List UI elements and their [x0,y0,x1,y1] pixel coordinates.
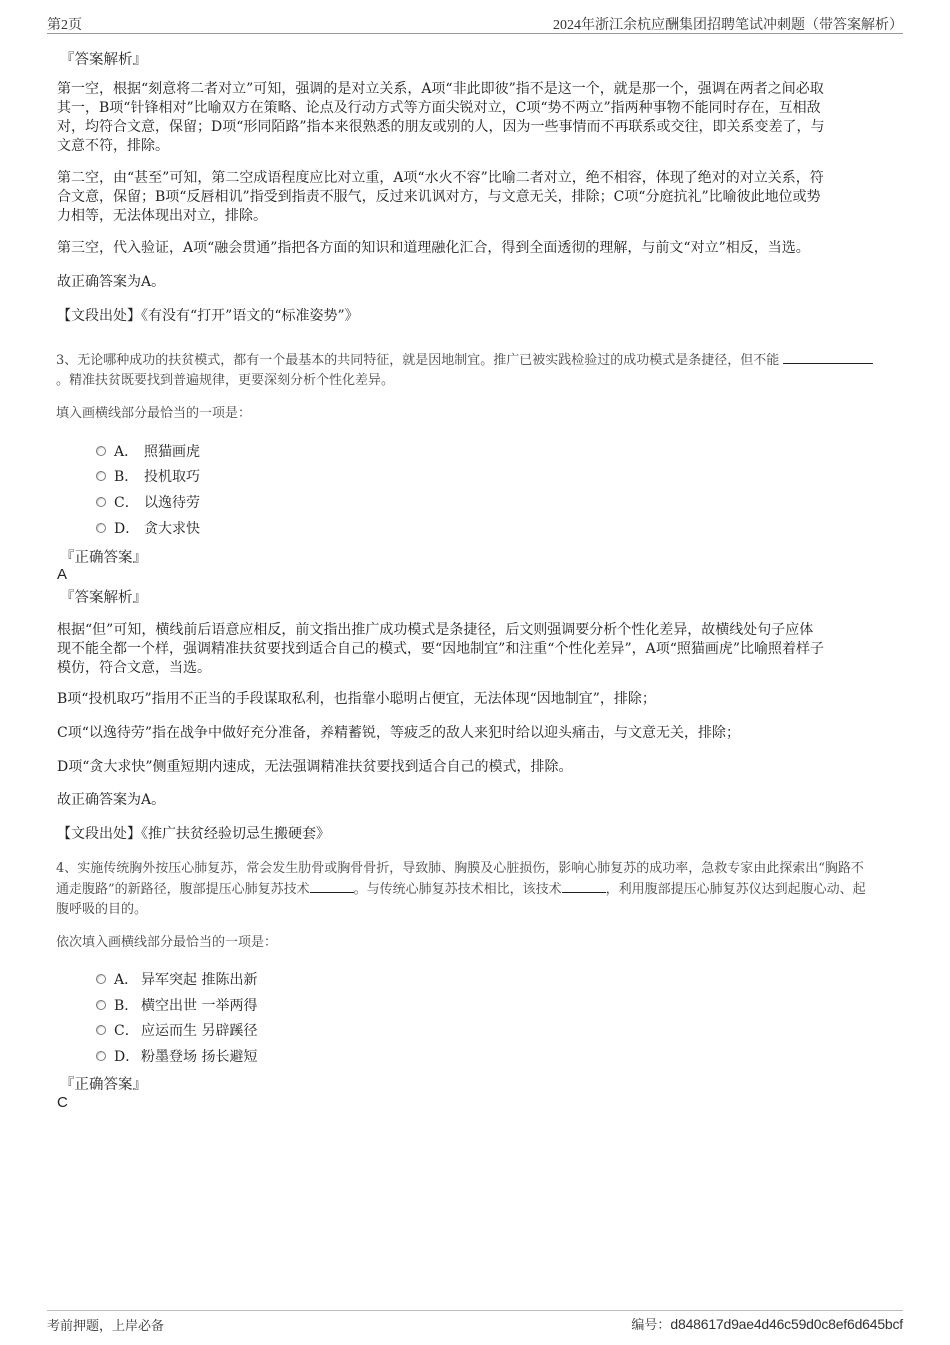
radio-icon[interactable] [96,446,106,456]
q3-prompt: 填入画横线部分最恰当的一项是： [56,406,252,421]
q3-analysis-c: C项“以逸待劳”指在战争中做好充分准备，养精蓄锐，等疲乏的敌人来犯时给以迎头痛击，与文意无关，排除； [57,725,741,741]
s1-conclusion: 故正确答案为A。 [57,274,166,290]
q4-stem-line1: 4、实施传统胸外按压心肺复苏，常会发生肋骨或胸骨骨折，导致肺、胸膜及心脏损伤，影响心肺复苏的成功率，急救专家由此探索出“胸路不 [56,861,864,876]
s1-p2-line3: 力相等，无法体现出对立，排除。 [57,208,267,224]
q3-stem-line1: 3、无论哪种成功的扶贫模式，都有一个最基本的共同特征，就是因地制宜。推广已被实践检验过的成功模式是条捷径，但不能 [56,351,873,370]
q3-analysis-d: D项“贪大求快”侧重短期内速成，无法强调精准扶贫要找到适合自己的模式，排除。 [57,759,573,775]
s1-source: 【文段出处】《有没有“打开”语文的“标准姿势”》 [57,308,359,324]
s1-p3: 第三空，代入验证，A项“融会贯通”指把各方面的知识和道理融化汇合，得到全面透彻的理解，与前文“对立”相反，当选。 [57,240,810,256]
s1-p2-line1: 第二空，由“甚至”可知，第二空成语程度应比对立重，A项“水火不容”比喻二者对立，绝不相容，体现了绝对的对立关系，符 [57,170,824,186]
s1-p1-line2: 其一，B项“针锋相对”比喻双方在策略、论点及行动方式等方面尖锐对立，C项“势不两立”指两种事物不能同时存在，互相敌 [57,100,821,116]
q3-analysis-line1: 根据“但”可知，横线前后语意应相反，前文指出推广成功模式是条捷径，后文则强调要分析个性化差异，故横线处句子应体 [57,622,814,638]
s1-p1-line4: 文意不符，排除。 [57,138,169,154]
q3-conclusion: 故正确答案为A。 [57,792,166,808]
answer-label: 『正确答案』 [60,1077,147,1093]
q4-blank-1 [310,882,354,893]
q4-stem-line3: 腹呼吸的目的。 [56,902,148,917]
radio-icon[interactable] [96,1051,106,1061]
radio-icon[interactable] [96,523,106,533]
answer-label: 『正确答案』 [60,550,147,566]
radio-icon[interactable] [96,1025,106,1035]
radio-icon[interactable] [96,471,106,481]
document-title: 2024年浙江余杭应酬集团招聘笔试冲刺题（带答案解析） [553,18,903,33]
footer-slogan: 考前押题，上岸必备 [47,1318,165,1333]
radio-icon[interactable] [96,974,106,984]
radio-icon[interactable] [96,497,106,507]
q3-analysis-line3: 模仿，符合文意，当选。 [57,660,211,676]
document-code: 编号：d848617d9ae4d46c59d0c8ef6d645bcf [631,1316,903,1332]
q4-blank-2 [562,882,606,893]
radio-icon[interactable] [96,1000,106,1010]
page-footer [47,1310,903,1335]
q3-answer: A [57,566,68,583]
q4-answer: C [57,1094,68,1111]
analysis-label: 『答案解析』 [60,52,147,68]
q4-stem-line2: 通走腹路”的新路径，腹部提压心肺复苏技术 。与传统心肺复苏技术相比，该技术 ，利用腹部提压心肺复苏仪达到起腹心动、起 [56,882,866,897]
s1-p2-line2: 合文意，保留；B项“反唇相讥”指受到指责不服气，反过来讥讽对方，与文意无关，排除；C项“分庭抗礼”比喻彼此地位或势 [57,189,821,205]
q3-stem-line2: 。精准扶贫既要找到普遍规律，更要深刻分析个性化差异。 [56,373,395,388]
q3-blank [783,353,873,364]
s1-p1-line3: 对，均符合文意，保留；D项“形同陌路”指本来很熟悉的朋友或别的人，因为一些事情而不再联系或交往，即关系变差了，与 [57,119,825,135]
q4-prompt: 依次填入画横线部分最恰当的一项是： [56,935,278,950]
page-header [47,13,903,34]
analysis-label: 『答案解析』 [60,590,147,606]
s1-p1-line1: 第一空，根据“刻意将二者对立”可知，强调的是对立关系，A项“非此即彼”指不是这一个，就是那一个，强调在两者之间必取 [57,81,824,97]
q3-source: 【文段出处】《推广扶贫经验切忌生搬硬套》 [57,826,330,842]
q3-analysis-line2: 现不能全都一个样，强调精准扶贫要找到适合自己的模式，要“因地制宜”和注重“个性化差异”，A项“照猫画虎”比喻照着样子 [57,641,825,657]
page-number: 第2页 [47,18,82,33]
q3-analysis-b: B项“投机取巧”指用不正当的手段谋取私利，也指靠小聪明占便宜，无法体现“因地制宜”，排除； [57,691,656,707]
